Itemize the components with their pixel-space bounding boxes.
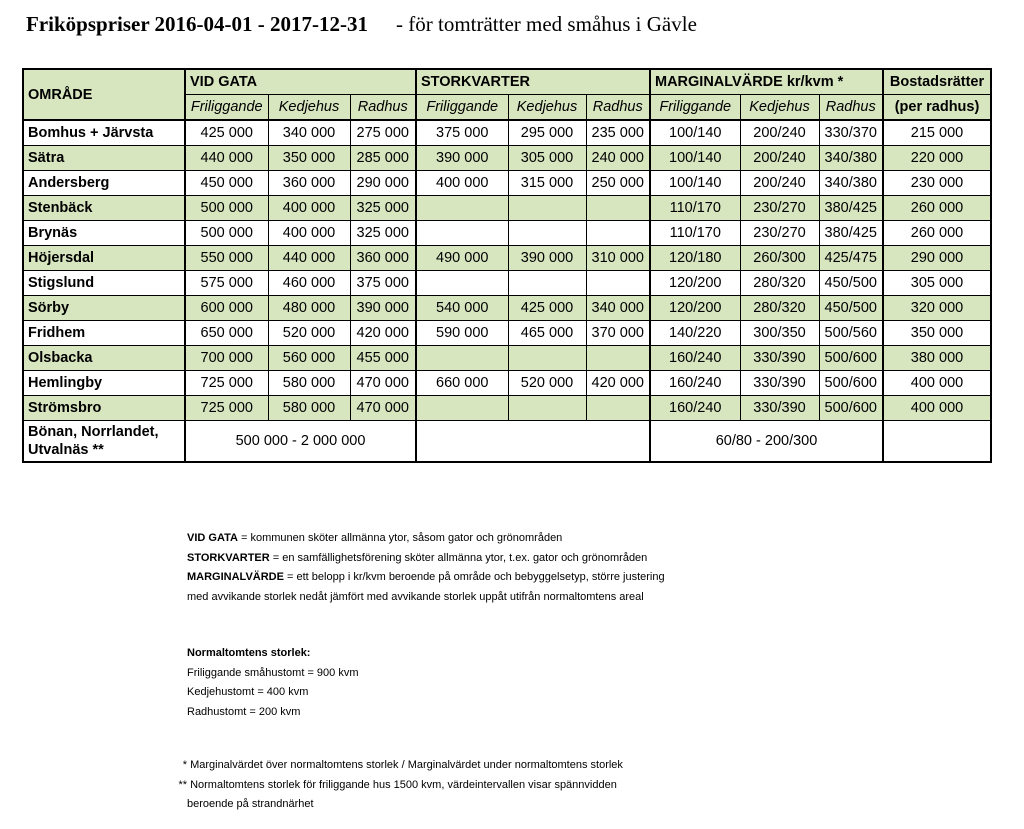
subhead-cell: Kedjehus bbox=[740, 95, 819, 121]
area-line-2: Utvalnäs ** bbox=[28, 442, 104, 458]
subhead-bost: (per radhus) bbox=[883, 95, 991, 121]
header-area: OMRÅDE bbox=[23, 69, 185, 120]
subhead-cell: Friliggande bbox=[416, 95, 508, 121]
subhead-cell: Kedjehus bbox=[268, 95, 350, 121]
value-cell bbox=[416, 271, 508, 296]
header-storkvarter: STORKVARTER bbox=[416, 69, 650, 95]
value-cell: 110/170 bbox=[650, 221, 740, 246]
value-cell: 330/370 bbox=[819, 120, 883, 146]
value-cell bbox=[586, 221, 650, 246]
area-name: Stenbäck bbox=[23, 196, 185, 221]
value-cell: 580 000 bbox=[268, 396, 350, 421]
area-name bbox=[23, 421, 185, 463]
subhead-cell: Radhus bbox=[819, 95, 883, 121]
value-cell: 350 000 bbox=[268, 146, 350, 171]
def-text-marg: = ett belopp i kr/kvm beroende på område och bebyggelsetyp, större justering bbox=[283, 571, 665, 584]
subhead-cell: Kedjehus bbox=[508, 95, 586, 121]
value-cell bbox=[586, 346, 650, 371]
value-cell: 400 000 bbox=[883, 396, 991, 421]
value-cell: 290 000 bbox=[350, 171, 416, 196]
table-row bbox=[23, 396, 991, 421]
value-cell: 300/350 bbox=[740, 321, 819, 346]
value-cell: 230 000 bbox=[883, 171, 991, 196]
value-cell: 260 000 bbox=[883, 196, 991, 221]
value-cell: 390 000 bbox=[416, 146, 508, 171]
range-vid-gata: 500 000 - 2 000 000 bbox=[185, 421, 416, 463]
value-cell: 110/170 bbox=[650, 196, 740, 221]
table-row bbox=[23, 371, 991, 396]
area-name: Sörby bbox=[23, 296, 185, 321]
definitions bbox=[187, 529, 665, 607]
value-cell: 580 000 bbox=[268, 371, 350, 396]
value-cell: 295 000 bbox=[508, 120, 586, 146]
value-cell: 200/240 bbox=[740, 146, 819, 171]
value-cell: 275 000 bbox=[350, 120, 416, 146]
value-cell: 330/390 bbox=[740, 396, 819, 421]
value-cell bbox=[416, 196, 508, 221]
value-cell: 450/500 bbox=[819, 296, 883, 321]
value-cell bbox=[508, 396, 586, 421]
value-cell: 400 000 bbox=[268, 196, 350, 221]
footnote-text: Normaltomtens storlek för friliggande hus 1500 kvm, värdeintervallen visar spännvidden bbox=[190, 778, 617, 791]
subhead-cell: Radhus bbox=[350, 95, 416, 121]
footnote-text: Marginalvärdet över normaltomtens storlek / Marginalvärdet under normaltomtens storlek bbox=[190, 759, 623, 771]
footnote-mark: * bbox=[182, 759, 187, 771]
value-cell: 460 000 bbox=[268, 271, 350, 296]
page-title bbox=[26, 12, 697, 37]
value-cell: 250 000 bbox=[586, 171, 650, 196]
value-cell: 425 000 bbox=[185, 120, 268, 146]
value-cell: 315 000 bbox=[508, 171, 586, 196]
value-cell bbox=[586, 271, 650, 296]
table-row bbox=[23, 120, 991, 146]
value-cell: 305 000 bbox=[508, 146, 586, 171]
value-cell: 455 000 bbox=[350, 346, 416, 371]
value-cell: 400 000 bbox=[883, 371, 991, 396]
value-cell: 400 000 bbox=[268, 221, 350, 246]
value-cell: 440 000 bbox=[268, 246, 350, 271]
value-cell: 380/425 bbox=[819, 221, 883, 246]
title-main: Friköpspriser 2016-04-01 - 2017-12-31 bbox=[26, 12, 368, 36]
size-line: Kedjehustomt = 400 kvm bbox=[187, 686, 309, 699]
value-cell: 425/475 bbox=[819, 246, 883, 271]
value-cell: 450/500 bbox=[819, 271, 883, 296]
range-marginalvarde: 60/80 - 200/300 bbox=[650, 421, 883, 463]
value-cell: 325 000 bbox=[350, 221, 416, 246]
value-cell: 465 000 bbox=[508, 321, 586, 346]
value-cell bbox=[508, 221, 586, 246]
size-heading: Normaltomtens storlek: bbox=[187, 647, 311, 659]
def-text-marg-cont: med avvikande storlek nedåt jämfört med avvikande storlek uppåt utifrån normaltomtens areal bbox=[187, 590, 644, 603]
value-cell: 420 000 bbox=[586, 371, 650, 396]
value-cell: 340/380 bbox=[819, 146, 883, 171]
value-cell: 160/240 bbox=[650, 346, 740, 371]
value-cell: 360 000 bbox=[350, 246, 416, 271]
value-cell: 500/560 bbox=[819, 321, 883, 346]
value-cell: 480 000 bbox=[268, 296, 350, 321]
value-cell: 425 000 bbox=[508, 296, 586, 321]
table-row-bonan bbox=[23, 421, 991, 463]
value-cell: 500/600 bbox=[819, 396, 883, 421]
value-cell bbox=[586, 396, 650, 421]
area-name: Andersberg bbox=[23, 171, 185, 196]
value-cell: 375 000 bbox=[350, 271, 416, 296]
value-cell: 120/200 bbox=[650, 296, 740, 321]
value-cell: 390 000 bbox=[508, 246, 586, 271]
value-cell: 340/380 bbox=[819, 171, 883, 196]
value-cell: 500/600 bbox=[819, 371, 883, 396]
def-key-stork: STORKVARTER bbox=[187, 551, 270, 564]
footnotes bbox=[170, 756, 623, 815]
size-line: Radhustomt = 200 kvm bbox=[187, 705, 301, 718]
subhead-cell: Friliggande bbox=[650, 95, 740, 121]
table-row bbox=[23, 221, 991, 246]
value-cell: 450 000 bbox=[185, 171, 268, 196]
value-cell bbox=[508, 346, 586, 371]
table-row bbox=[23, 346, 991, 371]
value-cell: 700 000 bbox=[185, 346, 268, 371]
range-storkvarter-empty bbox=[416, 421, 650, 463]
value-cell: 285 000 bbox=[350, 146, 416, 171]
def-key-vid: VID GATA bbox=[187, 532, 238, 544]
value-cell: 500 000 bbox=[185, 221, 268, 246]
value-cell: 260/300 bbox=[740, 246, 819, 271]
value-cell: 380 000 bbox=[883, 346, 991, 371]
table-row bbox=[23, 171, 991, 196]
value-cell: 325 000 bbox=[350, 196, 416, 221]
value-cell: 660 000 bbox=[416, 371, 508, 396]
area-name: Strömsbro bbox=[23, 396, 185, 421]
value-cell: 215 000 bbox=[883, 120, 991, 146]
size-line: Friliggande småhustomt = 900 kvm bbox=[187, 666, 359, 679]
value-cell: 560 000 bbox=[268, 346, 350, 371]
value-cell bbox=[508, 196, 586, 221]
value-cell: 120/200 bbox=[650, 271, 740, 296]
value-cell: 420 000 bbox=[350, 321, 416, 346]
value-cell: 200/240 bbox=[740, 171, 819, 196]
area-name: Hemlingby bbox=[23, 371, 185, 396]
value-cell: 310 000 bbox=[586, 246, 650, 271]
value-cell: 575 000 bbox=[185, 271, 268, 296]
footnote-mark: ** bbox=[178, 778, 187, 791]
value-cell: 280/320 bbox=[740, 296, 819, 321]
area-line-1: Bönan, Norrlandet, bbox=[28, 424, 159, 440]
value-cell: 100/140 bbox=[650, 171, 740, 196]
area-name: Höjersdal bbox=[23, 246, 185, 271]
value-cell: 725 000 bbox=[185, 396, 268, 421]
value-cell: 230/270 bbox=[740, 196, 819, 221]
value-cell: 100/140 bbox=[650, 120, 740, 146]
area-name: Sätra bbox=[23, 146, 185, 171]
def-key-marg: MARGINALVÄRDE bbox=[187, 571, 284, 584]
value-cell: 140/220 bbox=[650, 321, 740, 346]
table-row bbox=[23, 321, 991, 346]
table-row bbox=[23, 246, 991, 271]
value-cell bbox=[416, 346, 508, 371]
value-cell: 470 000 bbox=[350, 371, 416, 396]
value-cell: 725 000 bbox=[185, 371, 268, 396]
header-marginalvarde: MARGINALVÄRDE kr/kvm * bbox=[650, 69, 883, 95]
value-cell: 490 000 bbox=[416, 246, 508, 271]
value-cell: 390 000 bbox=[350, 296, 416, 321]
value-cell: 220 000 bbox=[883, 146, 991, 171]
def-text-stork: = en samfällighetsförening sköter allmänna ytor, t.ex. gator och grönområden bbox=[269, 551, 648, 564]
area-name: Fridhem bbox=[23, 321, 185, 346]
value-cell: 470 000 bbox=[350, 396, 416, 421]
def-text-vid: = kommunen sköter allmänna ytor, såsom gator och grönområden bbox=[237, 532, 563, 544]
value-cell bbox=[508, 271, 586, 296]
table-row bbox=[23, 296, 991, 321]
table-row bbox=[23, 271, 991, 296]
value-cell: 290 000 bbox=[883, 246, 991, 271]
area-name: Bomhus + Järvsta bbox=[23, 120, 185, 146]
subhead-cell: Friliggande bbox=[185, 95, 268, 121]
value-cell: 330/390 bbox=[740, 371, 819, 396]
value-cell: 360 000 bbox=[268, 171, 350, 196]
value-cell: 340 000 bbox=[268, 120, 350, 146]
area-name: Brynäs bbox=[23, 221, 185, 246]
value-cell: 260 000 bbox=[883, 221, 991, 246]
value-cell: 330/390 bbox=[740, 346, 819, 371]
value-cell: 500 000 bbox=[185, 196, 268, 221]
footnote-text-cont: beroende på strandnärhet bbox=[187, 798, 314, 811]
value-cell: 320 000 bbox=[883, 296, 991, 321]
value-cell: 160/240 bbox=[650, 371, 740, 396]
title-subtitle: - för tomträtter med småhus i Gävle bbox=[396, 12, 697, 36]
value-cell: 235 000 bbox=[586, 120, 650, 146]
value-cell: 160/240 bbox=[650, 396, 740, 421]
value-cell: 650 000 bbox=[185, 321, 268, 346]
value-cell: 120/180 bbox=[650, 246, 740, 271]
value-cell: 375 000 bbox=[416, 120, 508, 146]
value-cell: 440 000 bbox=[185, 146, 268, 171]
area-name: Stigslund bbox=[23, 271, 185, 296]
area-name: Olsbacka bbox=[23, 346, 185, 371]
value-cell: 600 000 bbox=[185, 296, 268, 321]
header-bostadsratter: Bostadsrätter bbox=[883, 69, 991, 95]
table-row bbox=[23, 196, 991, 221]
value-cell: 230/270 bbox=[740, 221, 819, 246]
value-cell: 540 000 bbox=[416, 296, 508, 321]
header-row-groups bbox=[23, 69, 991, 95]
header-vid-gata: VID GATA bbox=[185, 69, 416, 95]
value-cell: 500/600 bbox=[819, 346, 883, 371]
value-cell bbox=[586, 196, 650, 221]
value-cell: 380/425 bbox=[819, 196, 883, 221]
value-cell: 520 000 bbox=[268, 321, 350, 346]
value-cell: 550 000 bbox=[185, 246, 268, 271]
value-cell: 200/240 bbox=[740, 120, 819, 146]
value-cell: 590 000 bbox=[416, 321, 508, 346]
normal-plot-sizes bbox=[187, 644, 359, 722]
value-cell: 340 000 bbox=[586, 296, 650, 321]
value-cell: 370 000 bbox=[586, 321, 650, 346]
subhead-cell: Radhus bbox=[586, 95, 650, 121]
value-cell: 400 000 bbox=[416, 171, 508, 196]
value-cell: 520 000 bbox=[508, 371, 586, 396]
value-cell: 350 000 bbox=[883, 321, 991, 346]
range-bostadsratter-empty bbox=[883, 421, 991, 463]
value-cell: 100/140 bbox=[650, 146, 740, 171]
value-cell bbox=[416, 221, 508, 246]
table-row bbox=[23, 146, 991, 171]
value-cell: 240 000 bbox=[586, 146, 650, 171]
value-cell bbox=[416, 396, 508, 421]
value-cell: 305 000 bbox=[883, 271, 991, 296]
value-cell: 280/320 bbox=[740, 271, 819, 296]
price-table bbox=[22, 68, 992, 463]
